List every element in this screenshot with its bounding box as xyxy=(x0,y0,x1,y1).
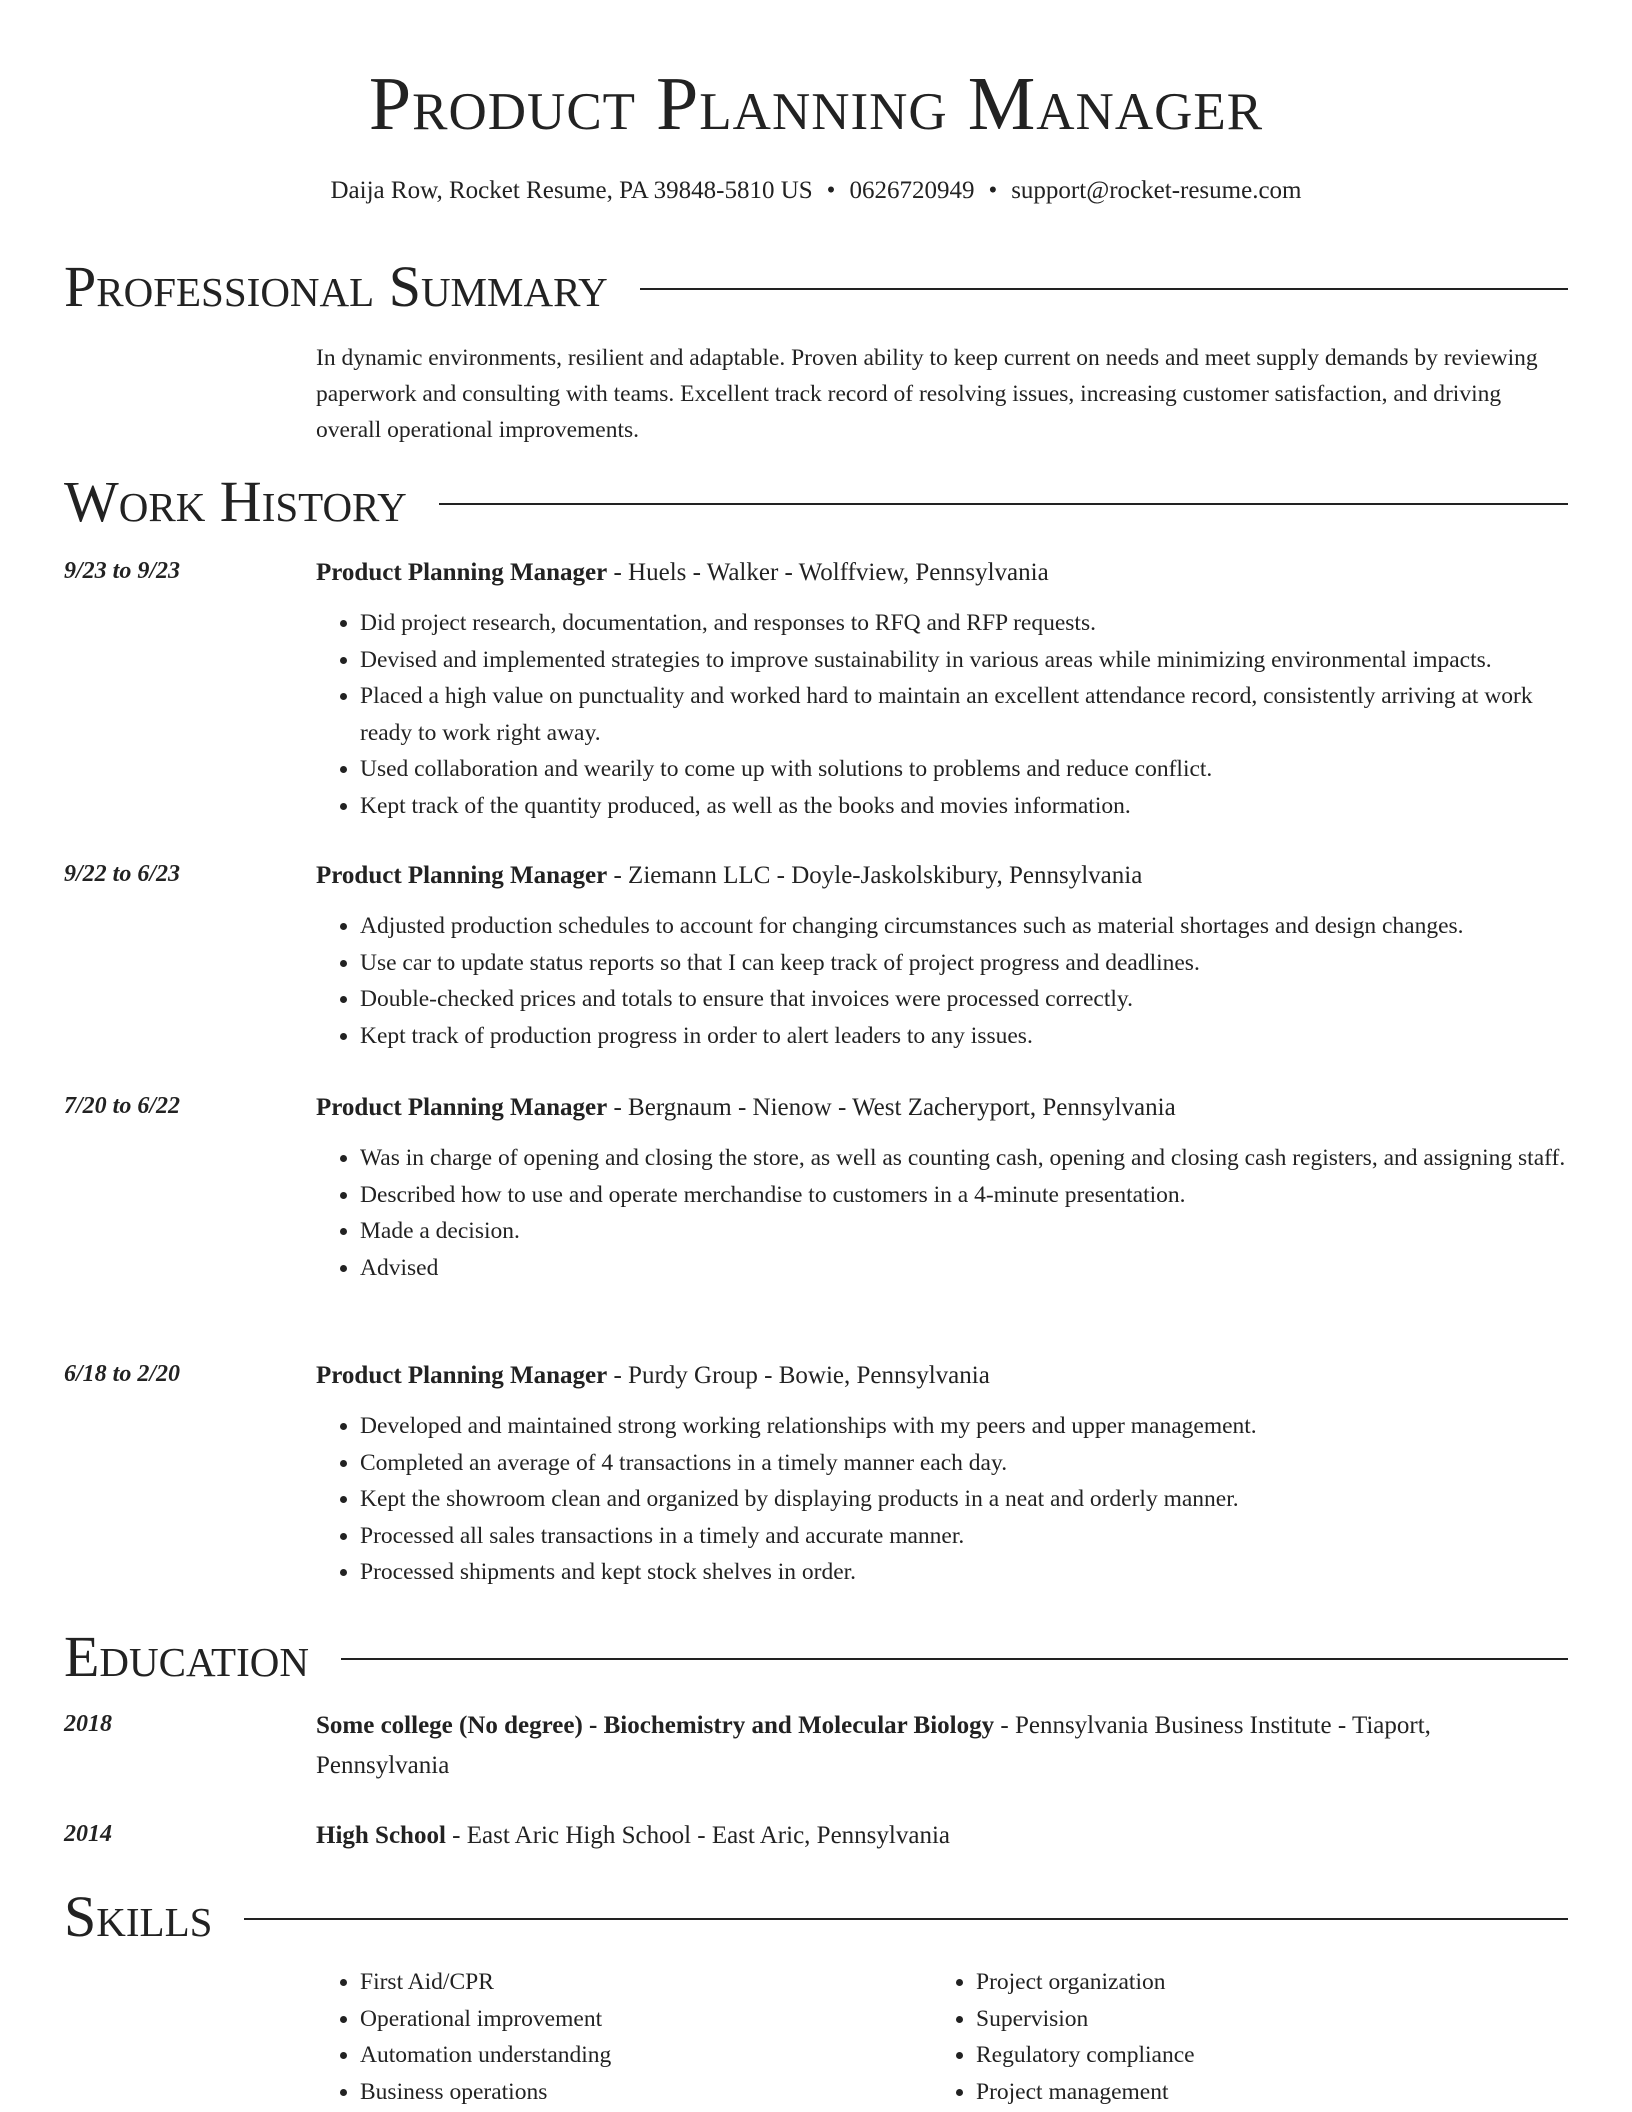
summary-section-title: Professional Summary xyxy=(64,254,608,319)
job-entry xyxy=(64,553,1568,824)
contact-line xyxy=(0,176,1632,206)
job-date: 6/18 to 2/20 xyxy=(64,1361,181,1387)
section-divider xyxy=(341,1658,1568,1660)
job-bullet: • Adjusted production schedules to account for changing circumstances such as material shortages and design changes. xyxy=(360,908,1568,945)
job-heading xyxy=(316,856,1568,896)
job-bullets xyxy=(316,605,1568,824)
skills-column-left xyxy=(316,1964,932,2110)
contact-address: Daija Row, Rocket Resume, PA 39848-5810 US xyxy=(330,177,813,204)
contact-separator: • xyxy=(988,177,998,204)
section-divider xyxy=(244,1918,1568,1920)
education-details: - East Aric High School - East Aric, Pennsylvania xyxy=(445,1822,950,1849)
job-bullet: • Developed and maintained strong working relationships with my peers and upper management. xyxy=(360,1408,1568,1445)
work-section-title: Work History xyxy=(64,469,407,534)
job-role: Product Planning Manager xyxy=(316,862,608,889)
skills-section-header xyxy=(64,1885,1568,1949)
job-details: - Bergnaum - Nienow - West Zacheryport, Pennsylvania xyxy=(607,1094,1176,1121)
job-heading xyxy=(316,553,1568,593)
job-heading xyxy=(316,1088,1568,1128)
job-details: - Ziemann LLC - Doyle-Jaskolskibury, Pennsylvania xyxy=(607,862,1143,889)
resume-name: Product Planning Manager xyxy=(368,62,1264,146)
education-date: 2018 xyxy=(64,1711,112,1737)
skill-item: • Operational improvement xyxy=(360,2001,932,2038)
skill-item: • Regulatory compliance xyxy=(976,2037,1548,2074)
job-bullet: • Advised xyxy=(360,1250,1568,1287)
job-bullet: • Used collaboration and wearily to come up with solutions to problems and reduce conflict. xyxy=(360,751,1568,788)
education-section-header xyxy=(64,1625,1568,1689)
job-entry xyxy=(64,1088,1568,1286)
job-bullet: • Completed an average of 4 transactions in a timely manner each day. xyxy=(360,1445,1568,1482)
education-section-title: Education xyxy=(64,1624,309,1689)
job-bullets xyxy=(316,1408,1568,1591)
job-details: - Huels - Walker - Wolffview, Pennsylvania xyxy=(607,559,1049,586)
skills-list xyxy=(316,1964,1568,2110)
job-bullet: • Did project research, documentation, and responses to RFQ and RFP requests. xyxy=(360,605,1568,642)
education-entry xyxy=(64,1816,1568,1856)
job-date: 9/23 to 9/23 xyxy=(64,558,181,584)
skill-item: • Automation understanding xyxy=(360,2037,932,2074)
job-bullet: • Kept track of production progress in order to alert leaders to any issues. xyxy=(360,1018,1568,1055)
job-role: Product Planning Manager xyxy=(316,1094,608,1121)
job-bullet: • Placed a high value on punctuality and worked hard to maintain an excellent attendance record, consistently arriving at work ready to work right away. xyxy=(360,678,1568,751)
summary-text: In dynamic environments, resilient and adaptable. Proven ability to keep current on needs and meet supply demands by reviewing paperwork and consulting with teams. Excellent track record of resolving issues, increasing customer satisfaction, and driving overall operational improvements. xyxy=(316,345,1538,443)
job-entry xyxy=(64,1356,1568,1591)
job-details: - Purdy Group - Bowie, Pennsylvania xyxy=(607,1362,990,1389)
skills-column-right xyxy=(932,1964,1548,2110)
job-bullet: • Kept the showroom clean and organized by displaying products in a neat and orderly manner. xyxy=(360,1481,1568,1518)
education-heading xyxy=(316,1706,1568,1786)
education-details: - Pennsylvania Business Institute - Tiaport, Pennsylvania xyxy=(316,1712,1431,1779)
job-bullet: • Devised and implemented strategies to improve sustainability in various areas while minimizing environmental impacts. xyxy=(360,642,1568,679)
section-divider xyxy=(640,288,1568,290)
job-role: Product Planning Manager xyxy=(316,1362,608,1389)
education-date: 2014 xyxy=(64,1821,112,1847)
job-date: 9/22 to 6/23 xyxy=(64,861,181,887)
job-bullet: • Processed all sales transactions in a timely and accurate manner. xyxy=(360,1518,1568,1555)
job-bullet: • Described how to use and operate merchandise to customers in a 4-minute presentation. xyxy=(360,1177,1568,1214)
job-bullets xyxy=(316,908,1568,1054)
job-bullets xyxy=(316,1140,1568,1286)
job-bullet: • Processed shipments and kept stock shelves in order. xyxy=(360,1554,1568,1591)
education-degree: High School xyxy=(316,1822,446,1849)
job-bullet: • Made a decision. xyxy=(360,1213,1568,1250)
skill-item: • Project organization xyxy=(976,1964,1548,2001)
skill-item: • Project management xyxy=(976,2074,1548,2111)
job-entry xyxy=(64,856,1568,1054)
education-heading xyxy=(316,1816,1568,1856)
job-bullet: • Was in charge of opening and closing the store, as well as counting cash, opening and closing cash registers, and assigning staff. xyxy=(360,1140,1568,1177)
job-role: Product Planning Manager xyxy=(316,559,608,586)
skill-item: • Business operations xyxy=(360,2074,932,2111)
contact-email[interactable]: support@rocket-resume.com xyxy=(1011,177,1302,204)
contact-phone: 0626720949 xyxy=(849,177,975,204)
contact-separator: • xyxy=(826,177,836,204)
education-degree: Some college (No degree) - Biochemistry and Molecular Biology xyxy=(316,1712,995,1739)
skills-section-title: Skills xyxy=(64,1884,213,1949)
job-bullet: • Use car to update status reports so that I can keep track of project progress and deadlines. xyxy=(360,945,1568,982)
skill-item: • Supervision xyxy=(976,2001,1548,2038)
job-date: 7/20 to 6/22 xyxy=(64,1093,181,1119)
education-entry xyxy=(64,1706,1568,1786)
summary-section-header xyxy=(64,255,1568,319)
section-divider xyxy=(439,503,1568,505)
job-bullet: • Double-checked prices and totals to ensure that invoices were processed correctly. xyxy=(360,981,1568,1018)
work-section-header xyxy=(64,470,1568,534)
skill-item: • First Aid/CPR xyxy=(360,1964,932,2001)
job-bullet: • Kept track of the quantity produced, as well as the books and movies information. xyxy=(360,788,1568,825)
job-heading xyxy=(316,1356,1568,1396)
